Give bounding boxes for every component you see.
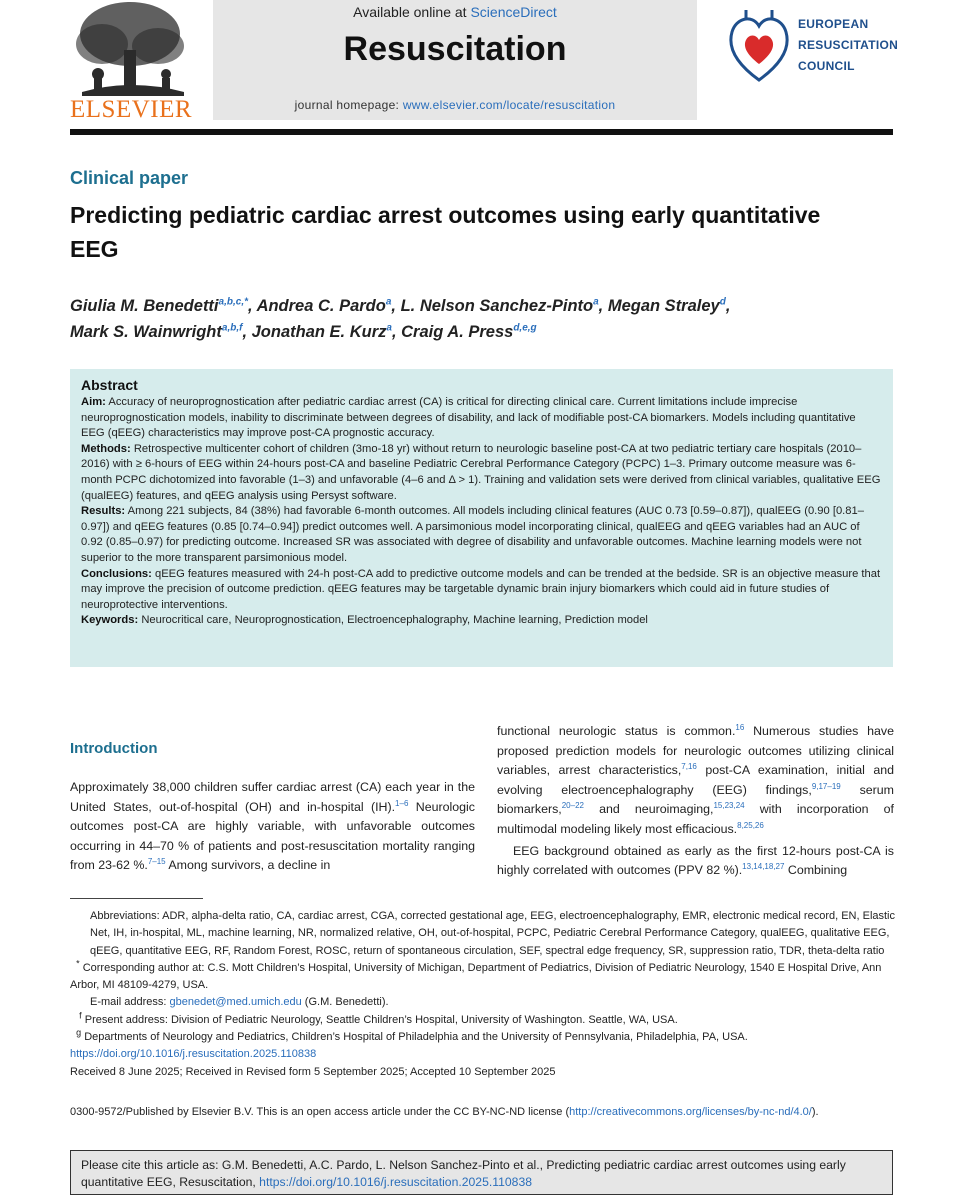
corresponding-author-footnote: * Corresponding author at: C.S. Mott Children’s Hospital, University of Michigan, Department of Pediatrics, Division of Pediatric Neurology, 1540 E Hospital Drive, Ann Arbor, MI 48109-4279, USA. — [70, 958, 882, 992]
abbreviations-footnote: Abbreviations: ADR, alpha-delta ratio, CA, cardiac arrest, CGA, corrected gestational age, EEG, electroencephalography, EMR, electronic medical record, EN, Elastic Net, IH, in-hospital, ML, machine learning, NR, normalized relative, OH, out-of-hospital, PCPC, Pediatric Cerebral Performance Category, qualEEG, qualitative EEG, qEEG, quantitative EEG, RF, Random Forest, ROSC, return of spontaneous circulation, SEF, spectral edge frequency, SR, suppression ratio, TDR, theta-delta ratio — [90, 910, 896, 957]
journal-title: Resuscitation — [343, 30, 567, 68]
citation-ref[interactable]: 7,16 — [681, 762, 697, 772]
footnote-divider — [70, 898, 203, 899]
citation-ref[interactable]: 16 — [735, 722, 745, 732]
author-name: Andrea C. Pardo — [256, 297, 386, 315]
license-line: 0300-9572/Published by Elsevier B.V. This is an open access article under the CC BY-NC-ND license (http://creativecommons.org/licenses/by-nc-nd/4.0/). — [70, 1106, 819, 1118]
citation-ref[interactable]: 7–15 — [147, 857, 166, 867]
abstract-keywords: Keywords: Neurocritical care, Neuroprognostication, Electroencephalography, Machine learning, Prediction model — [81, 614, 648, 627]
elsevier-wordmark: ELSEVIER — [70, 96, 193, 123]
department-footnote: $^g$ Departments of Neurology and Pediatrics, Children’s Hospital of Philadelphia and the University of Pennsylvania, Philadelphia, PA, USA. — [76, 1027, 748, 1044]
present-address-footnote: $^f$ Present address: Division of Pediatric Neurology, Seattle Children’s Hospital, University of Washington. Seattle, WA, USA. — [79, 1010, 678, 1026]
author-name: L. Nelson Sanchez-Pinto — [400, 297, 594, 315]
intro-paragraph-1-cont: functional neurologic status is common.$^{16}$ Numerous studies have proposed prediction models for neurologic outcomes utilizing clinical variables, arrest characteristics,$^{7,16}$ post-CA examination, initial and evolving electroencephalography (EEG) findings,$^{9,17-19}$ serum biomarkers,$^{20-22}$ and neuroimaging,$^{15,23,24}$ with incorporation of multimodal modeling likely most efficacious.$^{8,25,26}$ — [497, 722, 894, 836]
author-name: Mark S. Wainwright — [70, 323, 222, 341]
email-footnote: E-mail address: gbenedet@med.umich.edu (G.M. Benedetti). — [90, 996, 389, 1009]
intro-paragraph-1: Approximately 38,000 children suffer cardiac arrest (CA) each year in the United States, out-of-hospital (OH) and in-hospital (IH).$^{1-6}$ Neurologic outcomes post-CA are highly variable, with unfavorable outcomes occurring in 44–70 % of patients and post-resuscitation mortality ranging from 23-62 %.$^{7-15}$ Among survivors, a decline in — [70, 780, 475, 873]
author-name: Megan Straley — [607, 297, 720, 315]
citation-ref[interactable]: 1–6 — [395, 798, 409, 808]
author-affiliation[interactable]: d — [719, 296, 726, 308]
citation-ref[interactable]: 13,14,18,27 — [742, 862, 785, 872]
author-affiliation[interactable]: a — [593, 296, 599, 308]
citation-doi-link[interactable]: https://doi.org/10.1016/j.resuscitation.2025.110838 — [259, 1175, 533, 1189]
citation-ref[interactable]: 9,17–19 — [811, 781, 841, 791]
citation-box: Please cite this article as: G.M. Benedetti, A.C. Pardo, L. Nelson Sanchez-Pinto et al., Predicting pediatric cardiac arrest outcomes using early quantitative EEG, Resuscitation, https://doi.org/10.1016/j.resuscitation.2025.110838 — [70, 1150, 893, 1195]
abstract-results: Results: Among 221 subjects, 84 (38%) had favorable 6-month outcomes. All models including clinical features (AUC 0.73 [0.59–0.87]), qualEEG (0.90 [0.81–0.97]) and qEEG features (0.85 [0.74–0.94]) predict outcomes well. A parsimonious model incorporating clinical, qualEEG and qEEG variables had an AUC of 0.92 (0.85–0.97) for predicting outcome. Increased SR was associated with degree of disability and unfavorable outcomes. Machine learning models were not superior to the more transparent parsimonious model. — [81, 505, 864, 564]
author-affiliation[interactable]: a,b,c,* — [218, 296, 248, 308]
body-column-right — [497, 722, 894, 881]
received-dates: Received 8 June 2025; Received in Revised form 5 September 2025; Accepted 10 September 2025 — [70, 1065, 556, 1078]
author-affiliation[interactable]: a — [385, 296, 392, 308]
author-affiliation[interactable]: d,e,g — [513, 322, 537, 334]
body-column-left — [70, 740, 475, 876]
abstract-methods: Methods: Retrospective multicenter cohort of children (3mo-18 yr) without return to neurologic baseline post-CA at two pediatric tertiary care hospitals (2010–2016) with ≥ 6-hours of EEG within 24-hours post-CA and baseline Pediatric Cerebral Performance Category (PCPC) 1–3. Primary outcome measure was 6-month PCPC dichotomized into favorable (1–3) and unfavorable (4–6 and Δ > 1). Training and validation sets were derived from clinical variables, qualitative EEG (qualEEG) features, and qEEG analysis using Persyst software. — [81, 442, 881, 502]
doi-line — [70, 1046, 896, 1063]
author-name: Giulia M. Benedetti — [70, 297, 219, 315]
author-affiliation[interactable]: a,b,f — [221, 322, 243, 334]
introduction-heading: Introduction — [70, 740, 158, 757]
author-name: Jonathan E. Kurz — [251, 323, 387, 341]
erc-wordmark: EUROPEAN RESUSCITATION COUNCIL — [798, 17, 899, 73]
journal-homepage-line: journal homepage: www.elsevier.com/locate/resuscitation — [294, 98, 616, 112]
journal-banner — [213, 0, 697, 120]
citation-ref[interactable]: 8,25,26 — [737, 820, 764, 830]
abstract-box — [70, 369, 893, 667]
abstract-conclusions: Conclusions: qEEG features measured with 24-h post-CA add to predictive outcome models and can be trended at the bedside. SR is an objective measure that may improve the precision of outcome prediction. qEEG features may be targetable dynamic brain injury biomarkers which could aid in future studies of neuroprotective interventions. — [81, 567, 881, 611]
availability-line: Available online at ScienceDirect — [353, 4, 557, 20]
intro-paragraph-2: EEG background obtained as early as the first 12-hours post-CA is highly correlated with outcomes (PPV 82 %).$^{13,14,18,27}$ Combining — [497, 843, 894, 878]
author-list: Giulia M. Benedetti$^{a,b,c,*}$, Andrea C. Pardo$^a$, L. Nelson Sanchez-Pinto$^a$, Megan Straley$^d$, Mark S. Wainwright$^{a,b,f}$, Jonathan E. Kurz$^a$, Craig A. Press$^{d,e,g}$ — [70, 296, 731, 341]
erc-heart-logo-icon — [724, 6, 794, 88]
header-divider — [70, 129, 893, 135]
sciencedirect-link[interactable]: ScienceDirect — [470, 4, 557, 20]
citation-ref[interactable]: 15,23,24 — [713, 801, 745, 811]
journal-header — [0, 0, 960, 135]
author-name: Craig A. Press — [401, 323, 514, 341]
author-affiliation[interactable]: a — [386, 322, 392, 334]
citation-ref[interactable]: 20–22 — [561, 801, 584, 811]
article-type: Clinical paper — [70, 168, 189, 188]
journal-homepage-link[interactable]: www.elsevier.com/locate/resuscitation — [402, 98, 616, 112]
author-email-link[interactable]: gbenedet@med.umich.edu — [169, 996, 302, 1009]
abstract-aim: Aim: Accuracy of neuroprognostication after pediatric cardiac arrest (CA) is critical for directing clinical care. Current limitations include imprecise neuroprognostication models, inability to discriminate between degrees of disability, and lack of modifiable post-CA biomarkers. Models including quantitative EEG (qEEG) characteristics may improve post-CA prognostic accuracy. — [81, 396, 856, 440]
footnotes — [70, 908, 896, 1081]
doi-link[interactable]: https://doi.org/10.1016/j.resuscitation.2025.110838 — [70, 1048, 317, 1061]
paper-title: Predicting pediatric cardiac arrest outcomes using early quantitative EEG — [70, 202, 821, 262]
abstract-heading: Abstract — [81, 377, 138, 393]
license-link[interactable]: http://creativecommons.org/licenses/by-nc-nd/4.0/ — [569, 1106, 812, 1118]
